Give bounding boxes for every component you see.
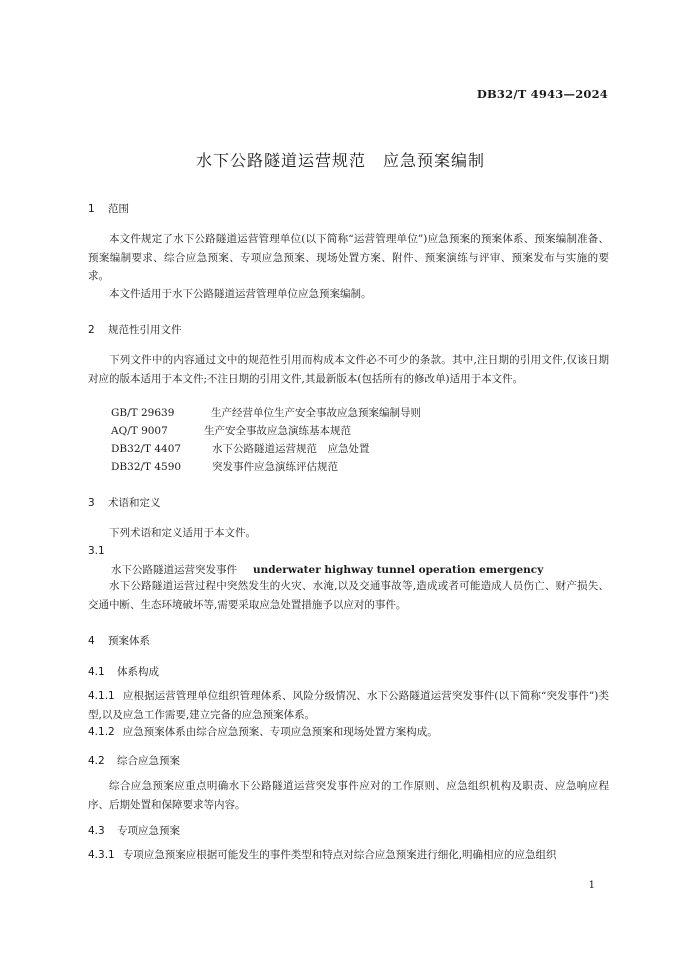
section-2-heading [88,322,182,337]
reference-item [111,459,338,474]
term-english: underwater highway tunnel operation emergency [253,564,544,576]
section-title: 预案体系 [108,635,150,647]
section-1-heading [88,201,129,216]
reference-code: DB32/T 4590 [111,461,182,473]
clause-text: 专项应急预案应根据可能发生的事件类型和特点对综合应急预案进行细化,明确相应的应急组织 [122,849,557,861]
reference-item [111,441,370,456]
clause-4-1-1 [88,687,609,724]
term-entry [111,562,543,577]
reference-item [111,423,351,438]
term-number: 3.1 [88,545,105,557]
page-number: 1 [588,880,595,891]
section-1-paragraph-2: 本文件适用于水下公路隧道运营管理单位应急预案编制。 [109,288,372,300]
term-definition: 水下公路隧道运营过程中突然发生的火灾、水淹,以及交通事故等,造成或者可能造成人员伤亡、财产损失、交通中断、生态环境破坏等,需要采取应急处置措施予以应对的事件。 [88,580,609,611]
section-number: 2 [88,324,95,336]
reference-title: 突发事件应急演练评估规范 [212,461,338,473]
section-title: 规范性引用文件 [108,324,182,336]
section-2-paragraph-1: 下列文件中的内容通过文中的规范性引用而构成本文件必不可少的条款。其中,注日期的引用文件,仅该日期对应的版本适用于本文件;不注日期的引用文件,其最新版本(包括所有的修改单)适用于本文件。 [88,354,609,385]
subsection-number: 4.2 [88,755,105,767]
reference-title: 水下公路隧道运营规范 应急处置 [212,443,370,455]
clause-4-3-1 [88,846,609,865]
clause-text: 应根据运营管理单位组织管理体系、风险分级情况、水下公路隧道运营突发事件(以下简称“突发事件”)类型,以及应急工作需要,建立完备的应急预案体系。 [88,690,609,721]
section-number: 1 [88,203,95,215]
reference-item [111,405,421,420]
clause-number: 4.1.1 [88,690,115,702]
clause-4-1-2 [88,723,609,742]
reference-code: DB32/T 4407 [111,443,182,455]
section-4-heading [88,633,150,648]
subsection-title: 体系构成 [117,666,159,678]
clause-number: 4.3.1 [88,849,115,861]
section-3-paragraph-1: 下列术语和定义适用于本文件。 [109,527,256,539]
subsection-4-3-heading [88,823,180,838]
document-title: 水下公路隧道运营规范 应急预案编制 [195,151,485,170]
reference-code: GB/T 29639 [111,407,175,419]
subsection-title: 综合应急预案 [117,755,180,767]
clause-number: 4.1.2 [88,726,115,738]
section-3-heading [88,495,161,510]
clause-text: 应急预案体系由综合应急预案、专项应急预案和现场处置方案构成。 [122,726,438,738]
section-number: 4 [88,635,95,647]
section-1-paragraph-1: 本文件规定了水下公路隧道运营管理单位(以下简称“运营管理单位”)应急预案的预案体系、预案编制准备、预案编制要求、综合应急预案、专项应急预案、现场处置方案、附件、预案演练与评审、预案发布与实施的要求。 [88,233,609,282]
subsection-title: 专项应急预案 [117,825,180,837]
reference-code: AQ/T 9007 [111,425,168,437]
reference-title: 生产安全事故应急演练基本规范 [204,425,351,437]
subsection-4-2-paragraph: 综合应急预案应重点明确水下公路隧道运营突发事件应对的工作原则、应急组织机构及职责、应急响应程序、后期处置和保障要求等内容。 [88,780,609,811]
subsection-number: 4.3 [88,825,105,837]
section-number: 3 [88,497,95,509]
section-title: 范围 [108,203,129,215]
subsection-4-1-heading [88,664,159,679]
term-chinese: 水下公路隧道运营突发事件 [111,564,237,576]
section-title: 术语和定义 [108,497,161,509]
subsection-number: 4.1 [88,666,105,678]
standard-code: DB32/T 4943—2024 [476,87,608,101]
reference-title: 生产经营单位生产安全事故应急预案编制导则 [211,407,421,419]
subsection-4-2-heading [88,753,180,768]
